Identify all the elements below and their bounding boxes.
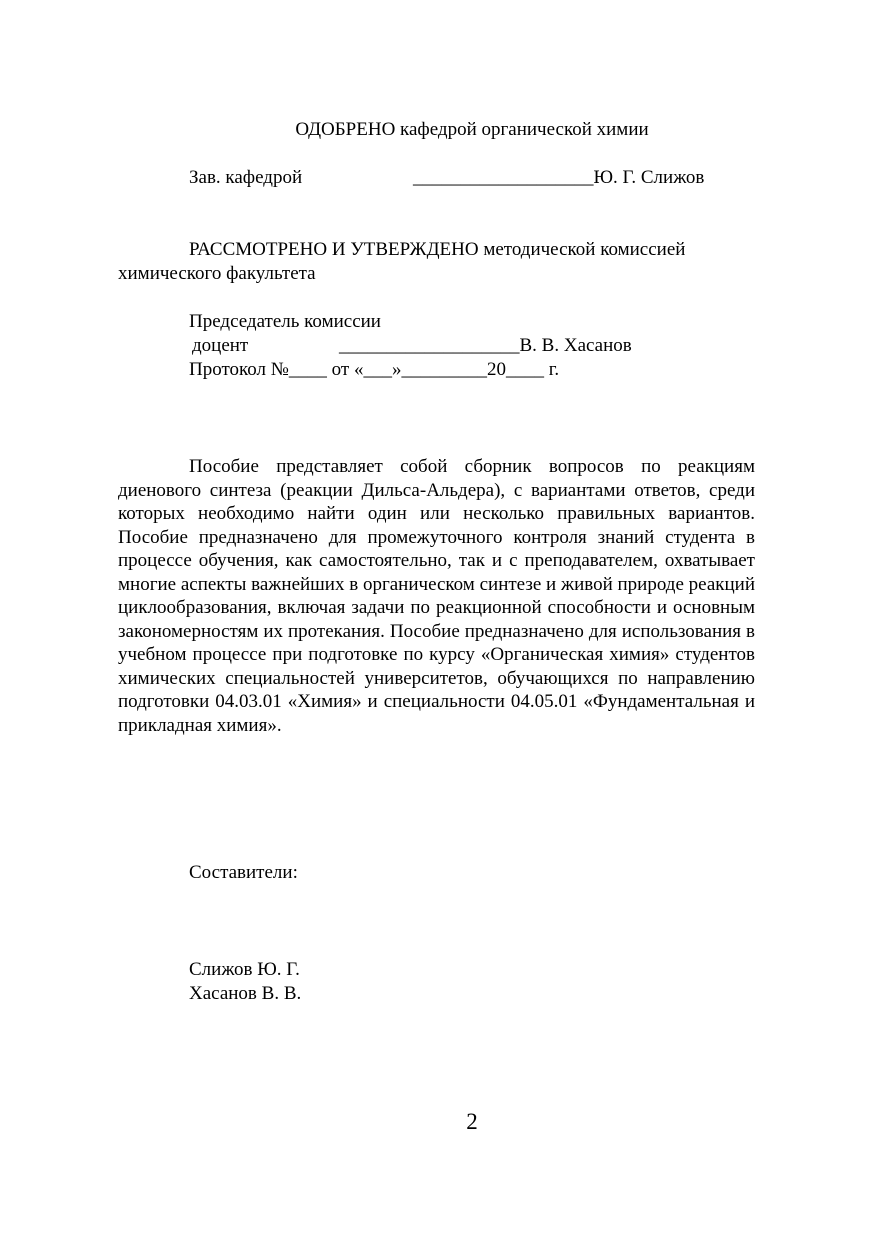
docent-label: доцент [192,335,249,356]
page-number: 2 [466,1109,478,1134]
docent-signature-line: ___________________В. В. Хасанов [339,335,632,356]
review-approval-statement: РАССМОТРЕНО И УТВЕРЖДЕНО методической комиссией химического факультета [118,239,686,284]
approval-title: ОДОБРЕНО кафедрой органической химии [295,119,649,140]
author-name: Хасанов В. В. [189,983,302,1004]
abstract-paragraph: Пособие представляет собой сборник вопросов по реакциям диенового синтеза (реакции Дильса-Альдера), с вариантами ответов, среди которых необходимо найти один или несколько правильных вариантов. Пособие предназначено для промежуточного контроля знаний студента в процессе обучения, как самостоятельно, так и с преподавателем, охватывает многие аспекты важнейших в органическом синтезе и живой природе реакций циклообразования, включая задачи по реакционной способности и основным закономерностям их протекания. Пособие предназначено для использования в учебном процессе при подготовке по курсу «Органическая химия» студентов химических специальностей университетов, обучающихся по направлению подготовки 04.03.01 «Химия» и специальности 04.05.01 «Фундаментальная и прикладная химия». [118,456,755,736]
commission-chair-label: Председатель комиссии [189,311,381,332]
author-name: Слижов Ю. Г. [189,959,300,980]
head-of-department-signature-line: ___________________Ю. Г. Слижов [413,167,705,188]
protocol-line: Протокол №____ от «___»_________20____ г. [189,359,560,380]
head-of-department-label: Зав. кафедрой [189,167,303,188]
authors-label: Составители: [189,862,298,883]
